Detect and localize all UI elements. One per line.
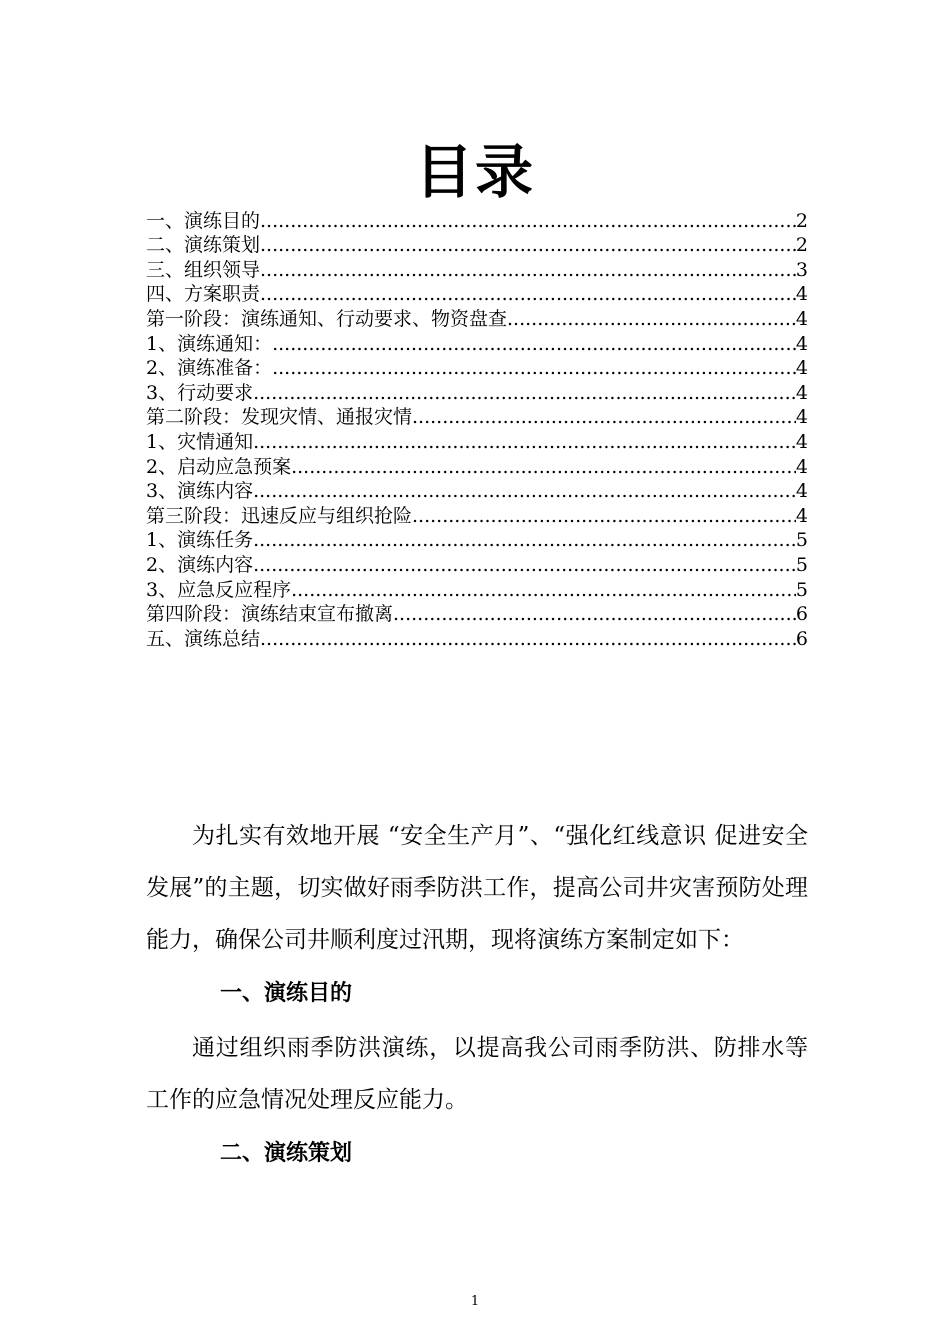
intro-paragraph: 为扎实有效地开展 “安全生产月”、“强化红线意识 促进安全发展”的主题，切实做好雨季防洪工作，提高公司井灾害预防处理能力，确保公司井顺利度过汛期，现将演练方案制定如下：: [146, 823, 808, 953]
toc-entry-page: 6: [795, 627, 808, 650]
toc-entry-text: 1、演练任务: [146, 529, 254, 552]
toc-entry-page: 5: [795, 553, 808, 576]
toc-entry[interactable]: [146, 405, 808, 430]
table-of-contents: [146, 208, 808, 651]
toc-entry-page: 4: [795, 480, 808, 503]
toc-entry-text: 1、灾情通知: [146, 430, 254, 453]
toc-entry-page: 6: [795, 603, 808, 626]
toc-entry[interactable]: [146, 602, 808, 627]
toc-entry[interactable]: [146, 306, 808, 331]
toc-entry-page: 3: [795, 258, 808, 281]
toc-leader-dots: [260, 258, 796, 282]
toc-entry-text: 四、方案职责: [146, 283, 261, 306]
toc-leader-dots: [253, 381, 796, 405]
toc-entry-text: 第四阶段：演练结束宣布撤离: [146, 603, 394, 626]
toc-entry[interactable]: [146, 577, 808, 602]
toc-leader-dots: [260, 282, 796, 306]
toc-entry-page: 4: [795, 283, 808, 306]
toc-leader-dots: [272, 356, 796, 380]
toc-entry-page: 4: [795, 504, 808, 527]
toc-leader-dots: [291, 578, 796, 602]
toc-leader-dots: [260, 233, 796, 257]
section-heading-purpose: 一、演练目的: [220, 981, 353, 1006]
toc-entry-text: 3、应急反应程序: [146, 578, 292, 601]
toc-leader-dots: [412, 405, 796, 429]
toc-entry[interactable]: [146, 552, 808, 577]
toc-entry-page: 4: [795, 406, 808, 429]
toc-entry-text: 3、行动要求: [146, 381, 254, 404]
toc-entry-page: 4: [795, 455, 808, 478]
toc-leader-dots: [260, 209, 796, 233]
toc-entry[interactable]: [146, 356, 808, 381]
toc-entry-text: 五、演练总结: [146, 627, 261, 650]
toc-entry-text: 第二阶段：发现灾情、通报灾情: [146, 406, 413, 429]
toc-entry-page: 4: [795, 430, 808, 453]
toc-entry-page: 4: [795, 357, 808, 380]
toc-leader-dots: [253, 528, 796, 552]
toc-entry[interactable]: [146, 626, 808, 651]
toc-leader-dots: [260, 627, 796, 651]
toc-leader-dots: [253, 430, 796, 454]
toc-entry[interactable]: [146, 429, 808, 454]
toc-entry-page: 2: [795, 234, 808, 257]
toc-entry-text: 第一阶段：演练通知、行动要求、物资盘查: [146, 307, 508, 330]
toc-entry[interactable]: [146, 331, 808, 356]
toc-entry[interactable]: [146, 454, 808, 479]
toc-entry-page: 5: [795, 578, 808, 601]
page-number: 1: [470, 1294, 480, 1309]
toc-entry-text: 第三阶段：迅速反应与组织抢险: [146, 504, 413, 527]
toc-entry[interactable]: [146, 208, 808, 233]
toc-entry-text: 三、组织领导: [146, 258, 261, 281]
toc-entry-text: 2、启动应急预案: [146, 455, 292, 478]
purpose-paragraph: 通过组织雨季防洪演练，以提高我公司雨季防洪、防排水等工作的应急情况处理反应能力。: [146, 1035, 808, 1113]
toc-entry[interactable]: [146, 479, 808, 504]
toc-leader-dots: [291, 455, 796, 479]
toc-entry-text: 1、演练通知：: [146, 332, 273, 355]
toc-entry[interactable]: [146, 503, 808, 528]
toc-entry-text: 一、演练目的: [146, 209, 261, 232]
toc-entry[interactable]: [146, 257, 808, 282]
toc-entry-page: 4: [795, 381, 808, 404]
toc-leader-dots: [253, 479, 796, 503]
toc-leader-dots: [253, 553, 796, 577]
section-heading-planning: 二、演练策划: [220, 1141, 353, 1166]
page-title: 目录: [414, 138, 535, 206]
toc-entry[interactable]: [146, 528, 808, 553]
toc-entry-page: 5: [795, 529, 808, 552]
toc-entry-page: 2: [795, 209, 808, 232]
toc-entry[interactable]: [146, 282, 808, 307]
toc-entry-text: 3、演练内容: [146, 480, 254, 503]
toc-entry[interactable]: [146, 233, 808, 258]
toc-entry-text: 2、演练准备：: [146, 357, 273, 380]
toc-leader-dots: [393, 602, 796, 626]
toc-leader-dots: [272, 332, 796, 356]
document-body: [146, 810, 808, 1182]
toc-leader-dots: [507, 307, 796, 331]
toc-entry-page: 4: [795, 332, 808, 355]
toc-entry-text: 二、演练策划: [146, 234, 261, 257]
toc-entry[interactable]: [146, 380, 808, 405]
toc-entry-text: 2、演练内容: [146, 553, 254, 576]
toc-entry-page: 4: [795, 307, 808, 330]
toc-leader-dots: [412, 504, 796, 528]
